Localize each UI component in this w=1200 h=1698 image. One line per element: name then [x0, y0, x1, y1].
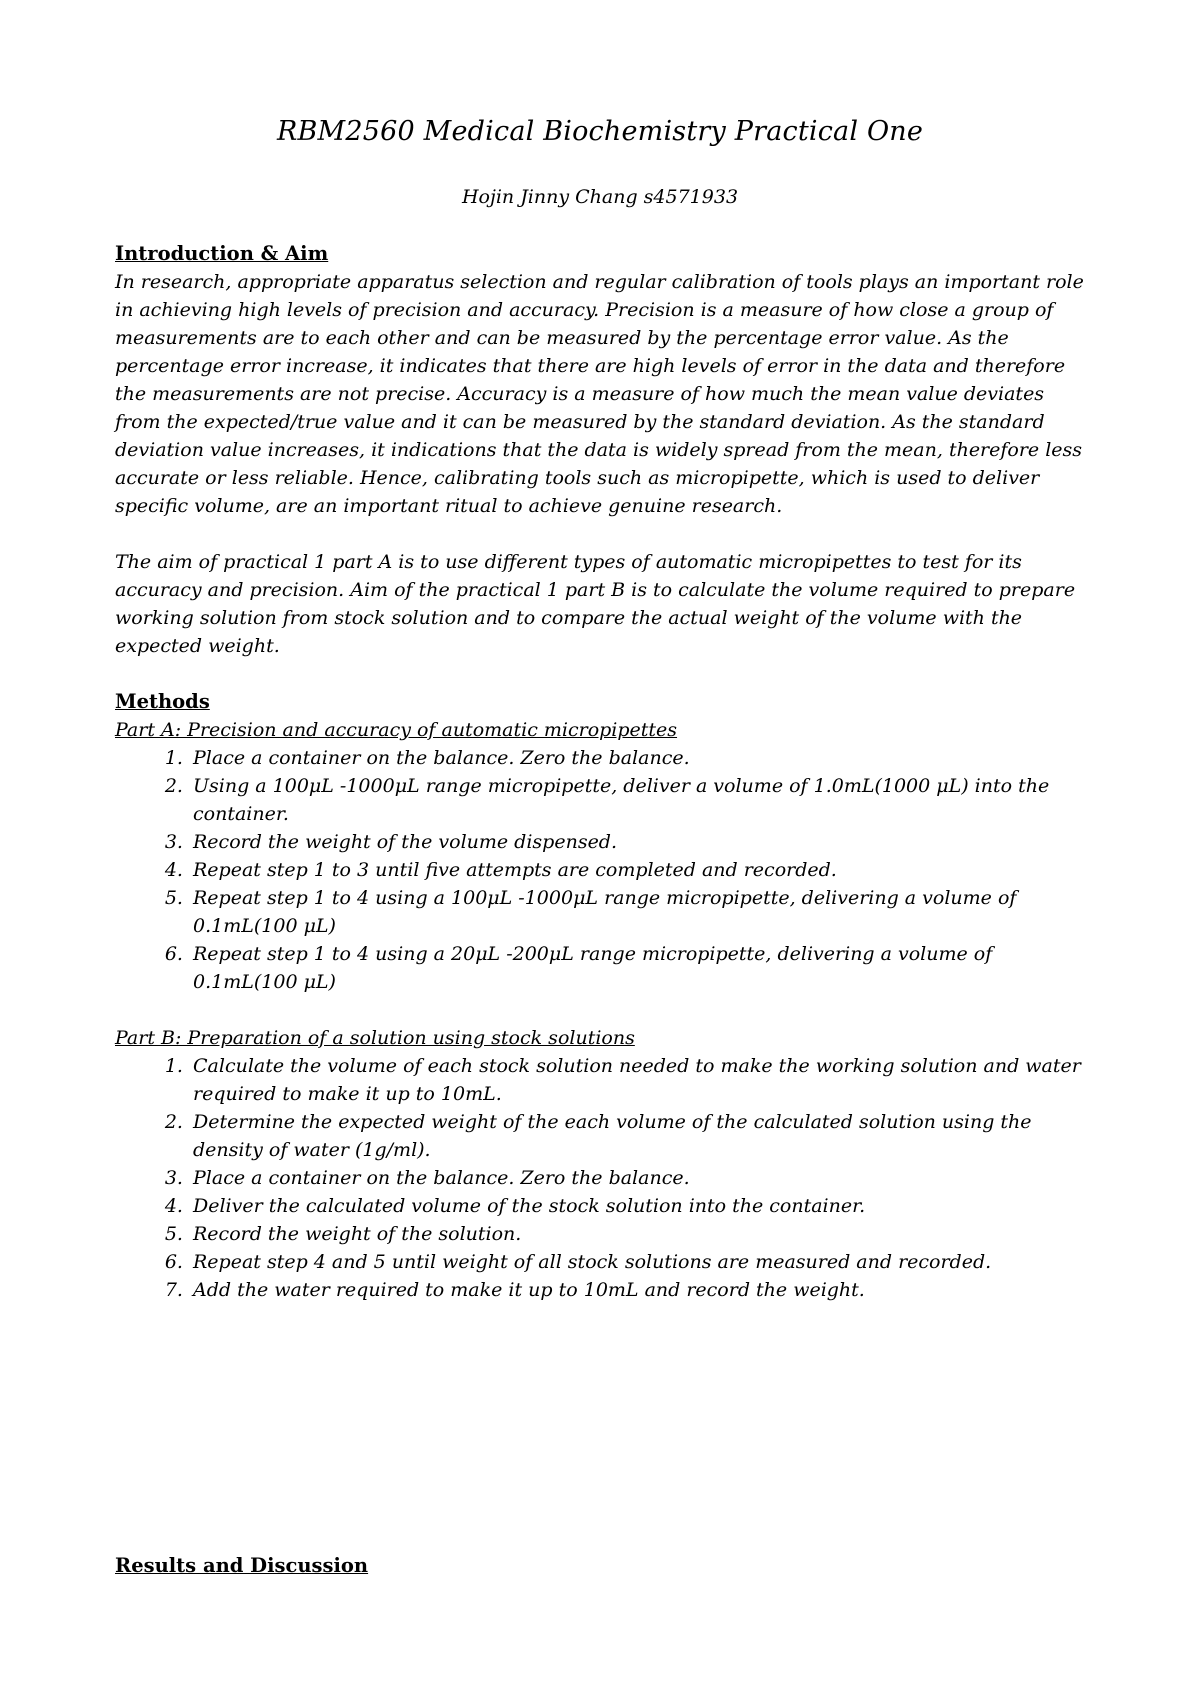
author-line: Hojin Jinny Chang s4571933	[461, 186, 739, 208]
list-item: 1. Place a container on the balance. Zero the balance.	[189, 744, 1090, 772]
document-body	[115, 240, 1090, 1304]
intro-paragraph-2: The aim of practical 1 part A is to use different types of automatic micropipettes to test for its accuracy and precision. Aim of the practical 1 part B is to calculate the volume required to prepare working solution from stock solution and to compare the actual weight of the volume with the expected weight.	[115, 551, 1076, 657]
intro-heading: Introduction & Aim	[115, 242, 329, 265]
list-item: 6. Repeat step 4 and 5 until weight of all stock solutions are measured and recorded.	[189, 1248, 1090, 1276]
list-item: 5. Record the weight of the solution.	[189, 1220, 1090, 1248]
list-item: 3. Record the weight of the volume dispensed.	[189, 828, 1090, 856]
part-b-title: Part B: Preparation of a solution using stock solutions	[115, 1027, 635, 1049]
list-item: 4. Deliver the calculated volume of the stock solution into the container.	[189, 1192, 1090, 1220]
list-item: 2. Using a 100μL -1000μL range micropipette, deliver a volume of 1.0mL(1000 μL) into the container.	[189, 772, 1090, 828]
methods-heading: Methods	[115, 690, 210, 713]
list-item: 7. Add the water required to make it up to 10mL and record the weight.	[189, 1276, 1090, 1304]
results-heading: Results and Discussion	[115, 1554, 369, 1577]
list-item: 1. Calculate the volume of each stock solution needed to make the working solution and water required to make it up to 10mL.	[189, 1052, 1090, 1108]
intro-paragraph-1: In research, appropriate apparatus selection and regular calibration of tools plays an important role in achieving high levels of precision and accuracy. Precision is a measure of how close a group of measurements are to each other and can be measured by the percentage error value. As the percentage error increase, it indicates that there are high levels of error in the data and therefore the measurements are not precise. Accuracy is a measure of how much the mean value deviates from the expected/true value and it can be measured by the standard deviation. As the standard deviation value increases, it indications that the data is widely spread from the mean, therefore less accurate or less reliable. Hence, calibrating tools such as micropipette, which is used to deliver specific volume, are an important ritual to achieve genuine research.	[115, 271, 1084, 517]
list-item: 5. Repeat step 1 to 4 using a 100μL -1000μL range micropipette, delivering a volume of 0.1mL(100 μL)	[189, 884, 1090, 940]
part-a-title: Part A: Precision and accuracy of automatic micropipettes	[115, 719, 678, 741]
list-item: 2. Determine the expected weight of the each volume of the calculated solution using the density of water (1g/ml).	[189, 1108, 1090, 1164]
list-item: 3. Place a container on the balance. Zero the balance.	[189, 1164, 1090, 1192]
list-item: 4. Repeat step 1 to 3 until five attempts are completed and recorded.	[189, 856, 1090, 884]
part-a-steps	[115, 744, 1090, 996]
part-b-steps	[115, 1052, 1090, 1304]
page-title: RBM2560 Medical Biochemistry Practical One	[276, 116, 924, 147]
list-item: 6. Repeat step 1 to 4 using a 20μL -200μL range micropipette, delivering a volume of 0.1mL(100 μL)	[189, 940, 1090, 996]
